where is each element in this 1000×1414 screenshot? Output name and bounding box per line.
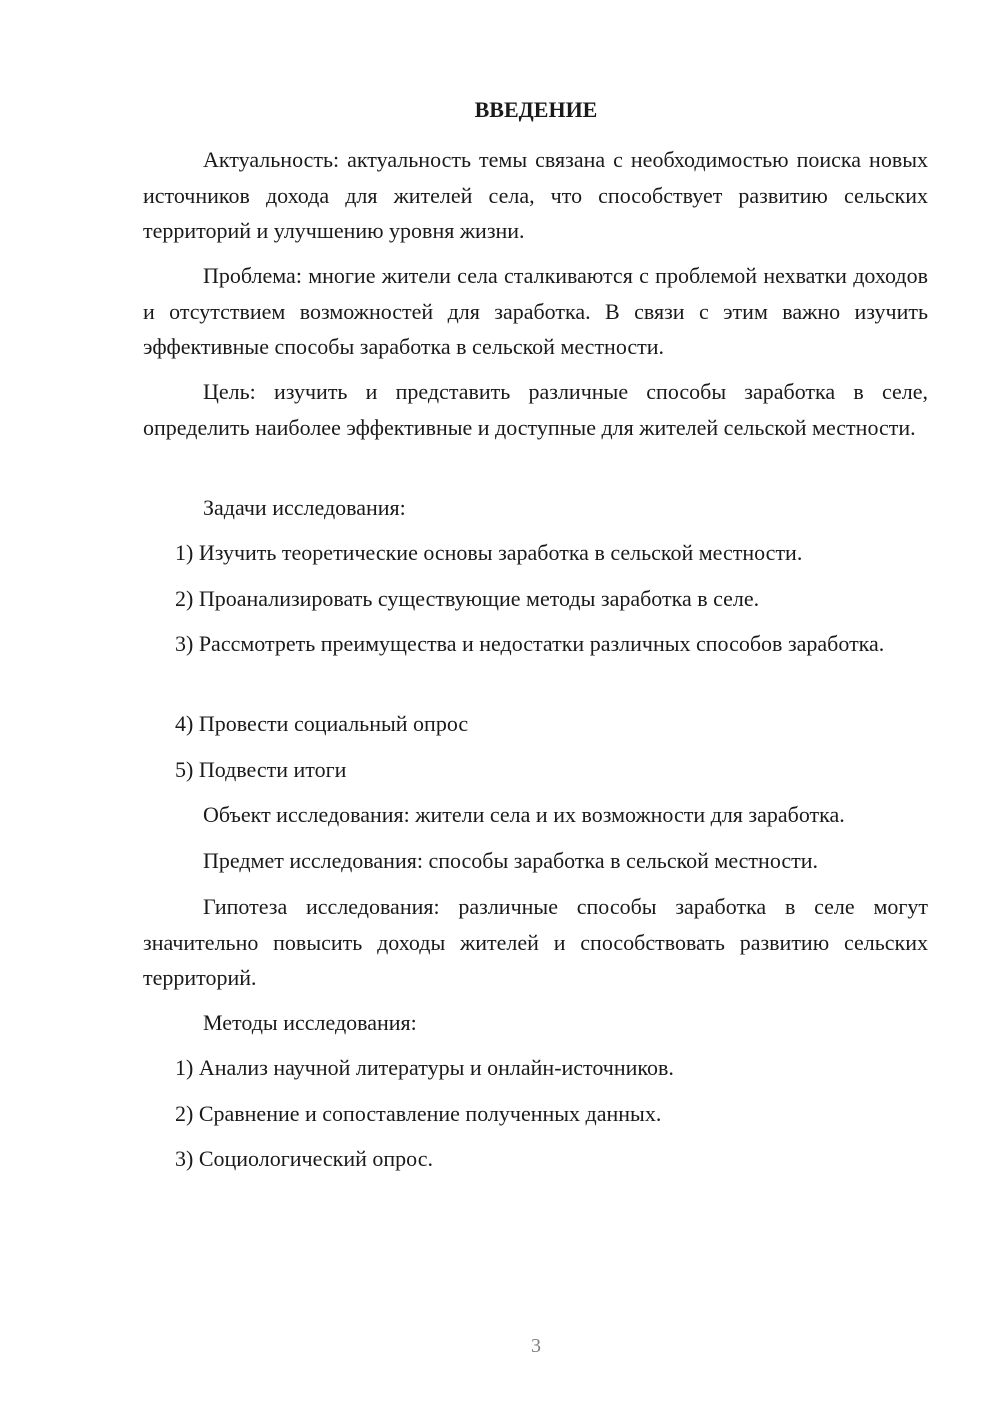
task-item: 5) Подвести итоги bbox=[175, 757, 347, 782]
hypothesis-paragraph: Гипотеза исследования: различные способы заработка в селе могут значительно повысить доходы жителей и способствовать развитию сельских территорий. bbox=[143, 894, 928, 990]
subject-paragraph: Предмет исследования: способы заработка в сельской местности. bbox=[203, 848, 819, 873]
relevance-paragraph: Актуальность: актуальность темы связана с необходимостью поиска новых источников дохода для жителей села, что способствует развитию сельских территорий и улучшению уровня жизни. bbox=[143, 147, 928, 243]
methods-heading: Методы исследования: bbox=[203, 1010, 417, 1035]
task-item: 2) Проанализировать существующие методы заработка в селе. bbox=[175, 586, 760, 611]
task-item: 3) Рассмотреть преимущества и недостатки различных способов заработка. bbox=[175, 631, 885, 656]
task-item: 4) Провести социальный опрос bbox=[175, 711, 469, 736]
object-paragraph: Объект исследования: жители села и их возможности для заработка. bbox=[203, 802, 845, 827]
method-item: 3) Социологический опрос. bbox=[175, 1146, 433, 1171]
tasks-heading: Задачи исследования: bbox=[203, 495, 406, 520]
goal-paragraph: Цель: изучить и представить различные способы заработка в селе, определить наиболее эффективные и доступные для жителей сельской местности. bbox=[143, 379, 928, 440]
section-heading: ВВЕДЕНИЕ bbox=[474, 97, 598, 122]
method-item: 2) Сравнение и сопоставление полученных данных. bbox=[175, 1101, 662, 1126]
page-number: 3 bbox=[531, 1335, 541, 1357]
method-item: 1) Анализ научной литературы и онлайн-источников. bbox=[175, 1055, 674, 1080]
task-item: 1) Изучить теоретические основы заработка в сельской местности. bbox=[175, 540, 803, 565]
problem-paragraph: Проблема: многие жители села сталкиваются с проблемой нехватки доходов и отсутствием возможностей для заработка. В связи с этим важно изучить эффективные способы заработка в сельской местности. bbox=[143, 263, 928, 359]
